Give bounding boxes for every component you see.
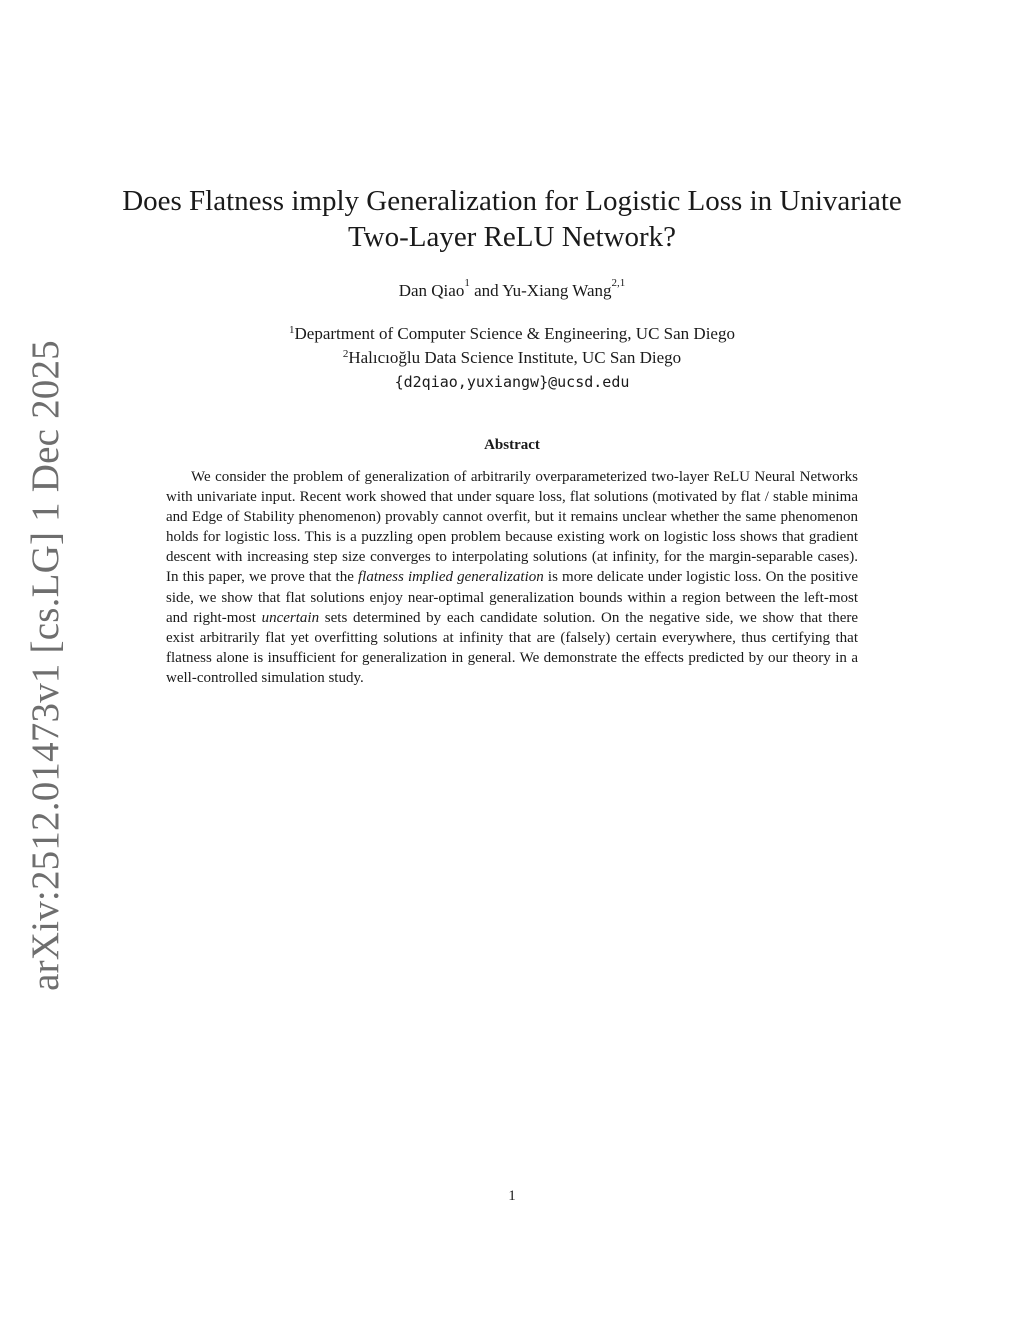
author-list: [100, 277, 924, 301]
author-1-affiliation-mark: 1: [464, 277, 470, 289]
arxiv-identifier-text: arXiv:2512.01473v1 [cs.LG] 1 Dec 2025: [23, 339, 67, 991]
abstract-text-part-1: We consider the problem of generalization of arbitrarily overparameterized two-layer ReLU Neural Networks with univariate input. Recent work showed that under square loss, flat solutions (motivated by flat / stable minima and Edge of Stability phenomenon) provably cannot overfit, but it remains unclear whether the same phenomenon holds for logistic loss. This is a puzzling open problem because existing work on logistic loss shows that gradient descent with increasing step size converges to interpolating solutions (at infinity, for the margin-separable cases). In this paper, we prove that the: [166, 469, 858, 586]
abstract-heading: Abstract: [484, 437, 540, 453]
affiliation-1: [100, 322, 924, 346]
author-conjunction: and: [469, 281, 503, 300]
paper-title: [100, 183, 924, 255]
author-name-1: Dan Qiao: [398, 281, 465, 300]
abstract-emphasis-uncertain: uncertain: [261, 609, 320, 626]
affiliation-2: [100, 346, 924, 370]
affiliation-1-mark: 1: [289, 324, 295, 336]
abstract-body: [166, 467, 858, 688]
author-name-2: Yu-Xiang Wang: [502, 281, 612, 300]
affiliation-2-mark: 2: [342, 348, 349, 360]
author-email: {d2qiao,yuxiangw}@ucsd.edu: [394, 373, 630, 391]
affiliation-block: [100, 322, 924, 394]
abstract-emphasis-flatness: flatness implied generalization: [358, 569, 544, 586]
affiliation-2-text: Halıcıoğlu Data Science Institute, UC San Diego: [348, 348, 682, 367]
abstract-text-part-2: is more delicate under logistic loss. On the positive side, we show that flat solutions enjoy near-optimal generalization bounds within a region between the left-most and right-most: [166, 569, 858, 626]
author-2-affiliation-mark: 2,1: [611, 277, 626, 289]
paper-title-line-1: Does Flatness imply Generalization for Logistic Loss in Univariate: [122, 185, 902, 217]
page-number: 1: [508, 1188, 516, 1204]
arxiv-identifier-margin: [15, 339, 75, 991]
abstract-text-part-3: sets determined by each candidate solution. On the negative side, we show that there exist arbitrarily flat yet overfitting solutions at infinity that are (falsely) certain everywhere, thus certifying that flatness alone is insufficient for generalization in general. We demonstrate the effects predicted by our theory in a well-controlled simulation study.: [166, 609, 858, 686]
affiliation-1-text: Department of Computer Science & Engineering, UC San Diego: [294, 324, 735, 343]
paper-title-line-2: Two-Layer ReLU Network?: [347, 221, 677, 253]
